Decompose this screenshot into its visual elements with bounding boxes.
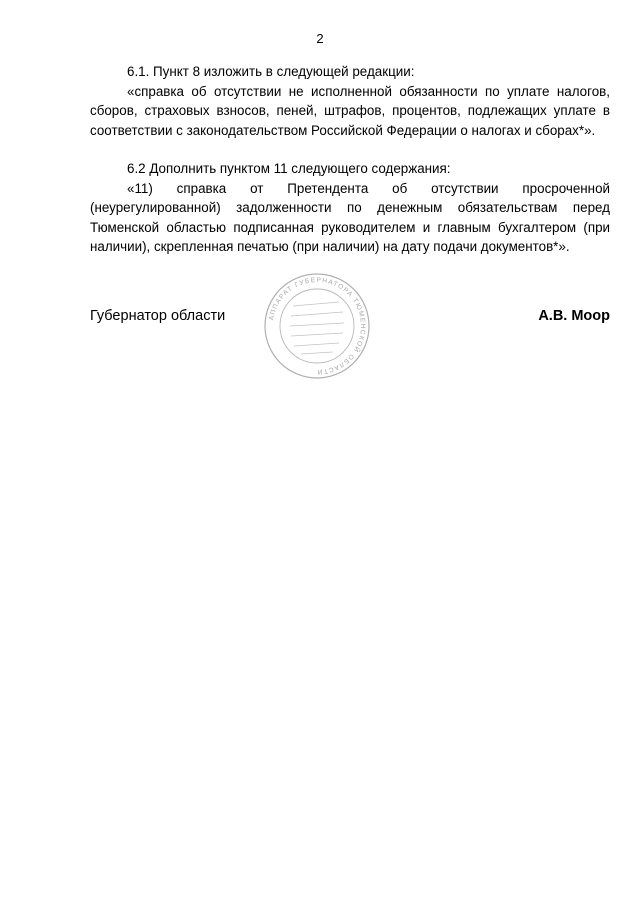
official-seal [263,272,371,380]
paragraph-6-1: 6.1. Пункт 8 изложить в следующей редакции: [127,64,415,79]
paragraph-item-11-text: «11) справка от Претендента об отсутствии просроченной (неурегулированной) задолженности по денежным обязательствам перед Тюменской областью подписанная руководителем и главным бухгалтером (при наличии), скрепленная печатью (при наличии) на дату подачи документов*». [90,181,610,254]
paragraph-6-2: 6.2 Дополнить пунктом 11 следующего содержания: [127,161,451,176]
svg-text:АППАРАТ ГУБЕРНАТОРА ТЮМЕНСКОЙ [268,277,366,375]
seal-center-emblem [290,302,344,354]
signer-title: Губернатор области [90,308,226,324]
seal-ring-text: АППАРАТ ГУБЕРНАТОРА ТЮМЕНСКОЙ ОБЛАСТИ [268,276,367,376]
signature-block [90,276,610,390]
page-number: 2 [316,31,324,46]
paragraph-item-8-text: «справка об отсутствии не исполненной обязанности по уплате налогов, сборов, страховых взносов, пеней, штрафов, процентов, подлежащих уплате в соответствии с законодательством Российской Федерации о налогах и сборах*». [90,84,610,138]
signer-name: А.В. Моор [538,308,610,324]
